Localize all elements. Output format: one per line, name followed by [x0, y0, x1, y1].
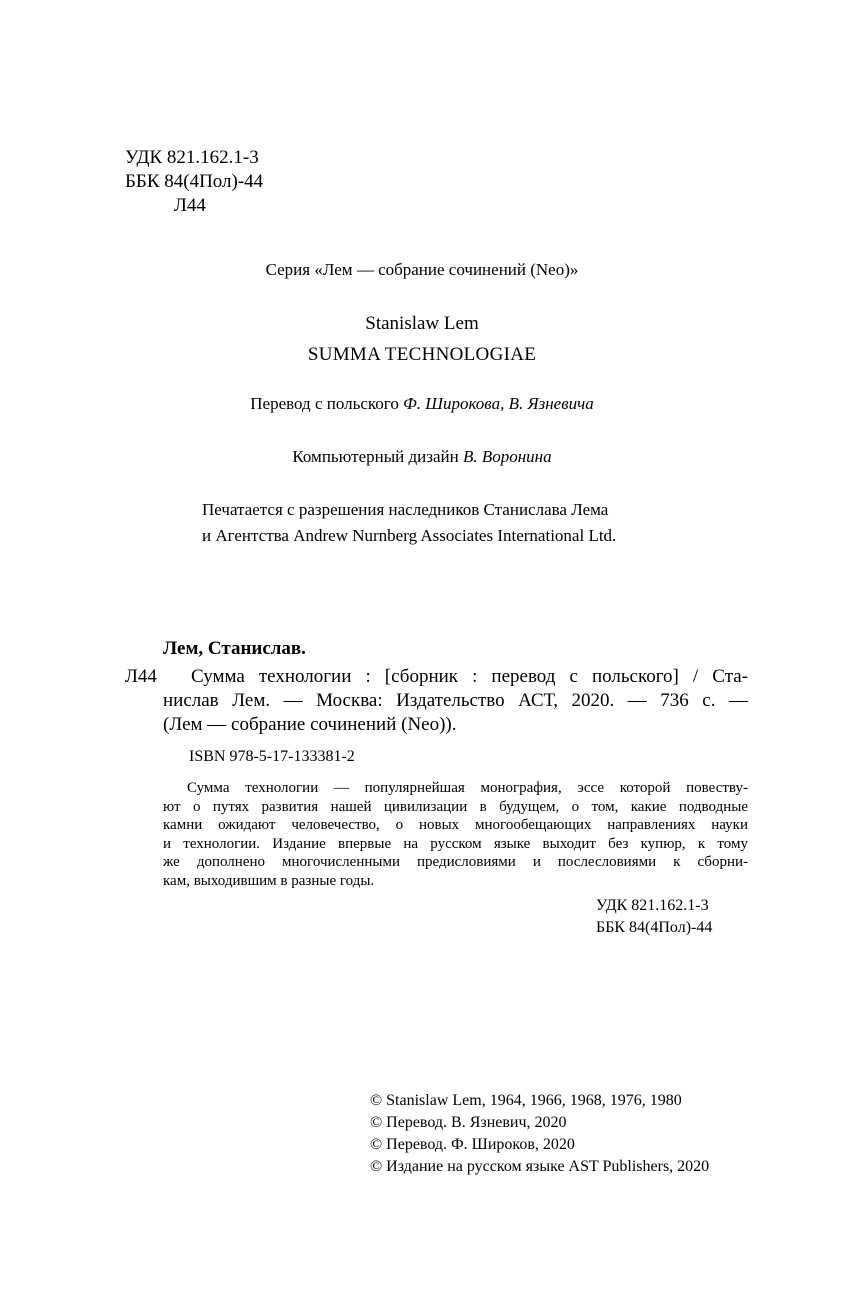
- annotation-line: ют о путях развития нашей цивилизации в будущем, о том, какие подводные: [163, 798, 748, 815]
- copyright-line: © Перевод. В. Язневич, 2020: [370, 1114, 567, 1131]
- translators-names: Ф. Широкова, В. Язневича: [403, 394, 594, 413]
- bbk-code-top: ББК 84(4Пол)-44: [125, 171, 264, 192]
- bbk-code-bottom: ББК 84(4Пол)-44: [596, 919, 713, 936]
- translation-credit: [0, 393, 844, 415]
- copyright-line: © Издание на русском языке AST Publishers, 2020: [370, 1158, 710, 1175]
- copyright-line: © Перевод. Ф. Широков, 2020: [370, 1136, 575, 1153]
- permission-line-1: Печатается с разрешения наследников Станислава Лема: [202, 500, 609, 519]
- catalog-heading: Лем, Станислав.: [163, 638, 306, 659]
- annotation-line: и технологии. Издание впервые на русском языке выходит без купюр, к тому: [163, 835, 748, 852]
- copyright-line: © Stanislaw Lem, 1964, 1966, 1968, 1976, 1980: [370, 1092, 682, 1109]
- catalog-author-mark: Л44: [125, 666, 157, 687]
- original-author: Stanislaw Lem: [365, 313, 479, 334]
- udk-code-bottom: УДК 821.162.1-3: [596, 897, 709, 914]
- series-line: Серия «Лем — собрание сочинений (Neo)»: [265, 260, 579, 279]
- isbn: ISBN 978-5-17-133381-2: [189, 748, 355, 765]
- annotation-line: кам, выходившим в разные годы.: [163, 872, 375, 889]
- annotation-line: Сумма технологии — популярнейшая монография, эссе которой повеству-: [187, 780, 748, 796]
- design-prefix: Компьютерный дизайн: [292, 447, 459, 466]
- original-title: SUMMA TECHNOLOGIAE: [307, 344, 537, 365]
- annotation-line: камни ожидают человечество, о новых многообещающих направлениях науки: [163, 817, 748, 833]
- designer-name: В. Воронина: [462, 447, 552, 466]
- permission-line-2: и Агентства Andrew Nurnberg Associates International Ltd.: [202, 526, 617, 545]
- translation-prefix: Перевод с польского: [250, 394, 399, 413]
- catalog-description-line: (Лем — собрание сочинений (Neo)).: [163, 714, 457, 735]
- design-credit: [0, 446, 844, 468]
- udk-code-top: УДК 821.162.1-3: [125, 147, 259, 168]
- annotation: [163, 779, 748, 890]
- catalog-description-line: Сумма технологии : [сборник : перевод с польского] / Ста-: [191, 666, 748, 687]
- catalog-description: [163, 665, 748, 737]
- author-mark-top: Л44: [174, 195, 206, 216]
- catalog-description-line: нислав Лем. — Москва: Издательство АСТ, 2020. — 736 с. —: [163, 690, 748, 711]
- annotation-line: же дополнено многочисленными предисловиями и послесловиями к сборни-: [163, 854, 748, 870]
